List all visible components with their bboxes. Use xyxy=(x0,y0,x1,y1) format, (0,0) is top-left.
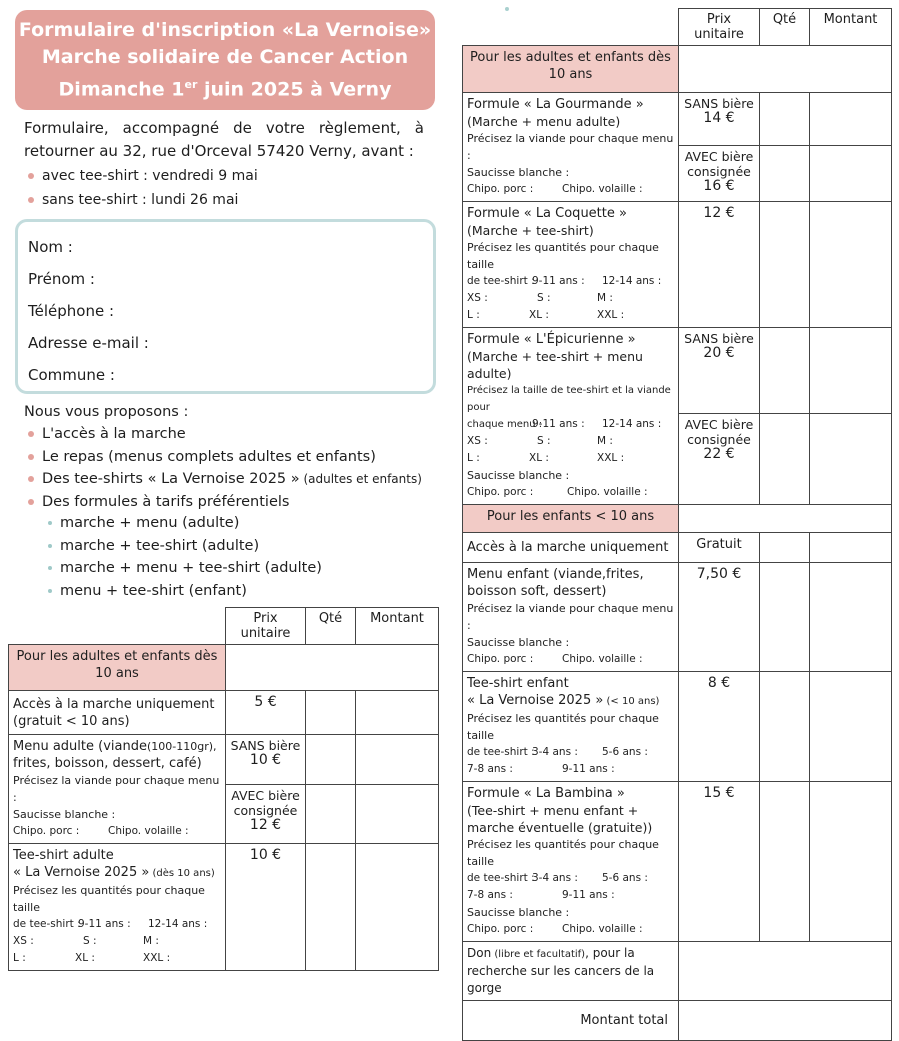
tshirt-qty[interactable] xyxy=(306,844,356,971)
child-menu-label: Menu enfant (viande,frites, boisson soft, dessert) Précisez la viande pour chaque menu : Saucisse blanche : Chipo. porc : Chipo. volaille : xyxy=(463,563,679,672)
section-adults: Pour les adultes et enfants dès 10 ans xyxy=(463,46,679,93)
right-order-table xyxy=(462,8,892,1041)
gourmande-price-avec: AVEC bière consignée 16 € xyxy=(679,146,760,202)
access-amount[interactable] xyxy=(356,691,439,735)
menu-price-avec: AVEC bière consignée 12 € xyxy=(226,784,306,843)
bullet-icon xyxy=(28,476,34,482)
proposal-item: Des tee-shirts « La Vernoise 2025 » (adultes et enfants) xyxy=(28,468,422,491)
header-amount: Montant xyxy=(356,608,439,645)
epicurienne-amount-avec[interactable] xyxy=(810,413,892,504)
section-children: Pour les enfants < 10 ans xyxy=(463,505,679,533)
bullet-icon xyxy=(48,521,52,525)
menu-price-sans: SANS bière 10 € xyxy=(226,735,306,785)
child-access-price: Gratuit xyxy=(679,533,760,563)
proposals-intro: Nous vous proposons : xyxy=(24,404,189,420)
child-menu-price: 7,50 € xyxy=(679,563,760,672)
menu-label: Menu adulte (viande(100-110gr), frites, boisson, dessert, café) Précisez la viande pour chaque menu : Saucisse blanche : Chipo. porc : Chipo. volaille : xyxy=(9,735,226,844)
empty-cell xyxy=(9,608,226,645)
left-order-table xyxy=(8,607,439,971)
header-unit-price: Prix unitaire xyxy=(679,9,760,46)
coquette-label: Formule « La Coquette » (Marche + tee-shirt) Précisez les quantités pour chaque taille de tee-shirt : 9-11 ans : 12-14 ans : XS : S : M : L : XL : XXL : xyxy=(463,202,679,328)
coquette-qty[interactable] xyxy=(760,202,810,328)
don-label: Don (libre et facultatif), pour la recherche sur les cancers de la gorge xyxy=(463,942,679,1001)
name-field[interactable]: Nom : xyxy=(28,238,73,256)
bullet-icon xyxy=(48,589,52,593)
menu-amount-avec[interactable] xyxy=(356,784,439,843)
sub-item: marche + menu (adulte) xyxy=(48,512,322,535)
tshirt-label: Tee-shirt adulte « La Vernoise 2025 » (dès 10 ans) Précisez les quantités pour chaque taille de tee-shirt : 9-11 ans : 12-14 ans : XS : S : M : L : XL : XXL : xyxy=(9,844,226,971)
firstname-field[interactable]: Prénom : xyxy=(28,270,95,288)
child-tshirt-price: 8 € xyxy=(679,672,760,782)
epicurienne-price-sans: SANS bière 20 € xyxy=(679,328,760,414)
child-access-label: Accès à la marche uniquement xyxy=(463,533,679,563)
bambina-price: 15 € xyxy=(679,782,760,942)
proposals-list xyxy=(28,423,422,513)
don-amount[interactable] xyxy=(679,942,892,1001)
bullet-icon xyxy=(28,454,34,460)
bullet-icon xyxy=(48,566,52,570)
coquette-price: 12 € xyxy=(679,202,760,328)
title-line-1: Formulaire d'inscription «La Vernoise» xyxy=(18,18,432,41)
bullet-icon xyxy=(28,173,34,179)
bullet-icon xyxy=(28,431,34,437)
bambina-label: Formule « La Bambina » (Tee-shirt + menu enfant + marche éventuelle (gratuite)) Précisez les quantités pour chaque taille de tee-shirt : 3-4 ans : 5-6 ans : 7-8 ans : 9-11 ans : Saucisse blanche : Chipo. porc : Chipo. volaille : xyxy=(463,782,679,942)
epicurienne-label: Formule « L'Épicurienne » (Marche + tee-shirt + menu adulte) Précisez la taille de tee-shirt et la viande pour chaque menu : 9-11 ans : 12-14 ans : XS : S : M : L : XL : XXL : Saucisse blanche : Chipo. porc : Chipo. volaille : xyxy=(463,328,679,505)
contact-box xyxy=(15,219,436,394)
total-amount[interactable] xyxy=(679,1001,892,1041)
access-price: 5 € xyxy=(226,691,306,735)
child-menu-amount[interactable] xyxy=(810,563,892,672)
tshirt-amount[interactable] xyxy=(356,844,439,971)
gourmande-amount-sans[interactable] xyxy=(810,93,892,146)
child-access-qty[interactable] xyxy=(760,533,810,563)
child-tshirt-amount[interactable] xyxy=(810,672,892,782)
deadline-item: avec tee-shirt : vendredi 9 mai xyxy=(28,164,258,188)
title-line-3: Dimanche 1er juin 2025 à Verny xyxy=(58,77,392,101)
intro-text: Formulaire, accompagné de votre règlement, à retourner au 32, rue d'Orceval 57420 Verny, avant : xyxy=(24,119,424,160)
access-label: Accès à la marche uniquement (gratuit < 10 ans) xyxy=(9,691,226,735)
section-blank xyxy=(679,505,892,533)
proposal-item: Le repas (menus complets adultes et enfants) xyxy=(28,446,422,469)
email-field[interactable]: Adresse e-mail : xyxy=(28,334,149,352)
bullet-icon xyxy=(28,499,34,505)
title-banner xyxy=(15,10,435,110)
tshirt-price: 10 € xyxy=(226,844,306,971)
section-adults: Pour les adultes et enfants dès 10 ans xyxy=(9,645,226,691)
empty-cell xyxy=(463,9,679,46)
child-tshirt-qty[interactable] xyxy=(760,672,810,782)
gourmande-qty-avec[interactable] xyxy=(760,146,810,202)
proposal-item: L'accès à la marche xyxy=(28,423,422,446)
proposal-item: Des formules à tarifs préférentiels xyxy=(28,491,422,514)
child-access-amount[interactable] xyxy=(810,533,892,563)
formula-sublist xyxy=(48,512,322,602)
gourmande-amount-avec[interactable] xyxy=(810,146,892,202)
sub-item: menu + tee-shirt (enfant) xyxy=(48,580,322,603)
menu-qty-avec[interactable] xyxy=(306,784,356,843)
section-blank xyxy=(679,46,892,93)
epicurienne-qty-avec[interactable] xyxy=(760,413,810,504)
coquette-amount[interactable] xyxy=(810,202,892,328)
gourmande-qty-sans[interactable] xyxy=(760,93,810,146)
header-amount: Montant xyxy=(810,9,892,46)
deadlines-list xyxy=(28,164,258,212)
bambina-qty[interactable] xyxy=(760,782,810,942)
menu-amount-sans[interactable] xyxy=(356,735,439,785)
access-qty[interactable] xyxy=(306,691,356,735)
header-qty: Qté xyxy=(760,9,810,46)
phone-field[interactable]: Téléphone : xyxy=(28,302,115,320)
menu-qty-sans[interactable] xyxy=(306,735,356,785)
section-blank xyxy=(226,645,439,691)
title-line-2: Marche solidaire de Cancer Action xyxy=(41,45,409,68)
bambina-amount[interactable] xyxy=(810,782,892,942)
deadline-item: sans tee-shirt : lundi 26 mai xyxy=(28,188,258,212)
bullet-icon xyxy=(28,197,34,203)
sub-item: marche + tee-shirt (adulte) xyxy=(48,535,322,558)
bullet-icon xyxy=(48,544,52,548)
town-field[interactable]: Commune : xyxy=(28,366,115,384)
total-label: Montant total xyxy=(463,1001,679,1041)
child-tshirt-label: Tee-shirt enfant « La Vernoise 2025 » (< 10 ans) Précisez les quantités pour chaque taille de tee-shirt : 3-4 ans : 5-6 ans : 7-8 ans : 9-11 ans : xyxy=(463,672,679,782)
epicurienne-price-avec: AVEC bière consignée 22 € xyxy=(679,413,760,504)
header-qty: Qté xyxy=(306,608,356,645)
gourmande-price-sans: SANS bière 14 € xyxy=(679,93,760,146)
sub-item: marche + menu + tee-shirt (adulte) xyxy=(48,557,322,580)
epicurienne-qty-sans[interactable] xyxy=(760,328,810,414)
header-unit-price: Prix unitaire xyxy=(226,608,306,645)
gourmande-label: Formule « La Gourmande » (Marche + menu adulte) Précisez la viande pour chaque menu : Saucisse blanche : Chipo. porc : Chipo. volaille : xyxy=(463,93,679,202)
epicurienne-amount-sans[interactable] xyxy=(810,328,892,414)
child-menu-qty[interactable] xyxy=(760,563,810,672)
